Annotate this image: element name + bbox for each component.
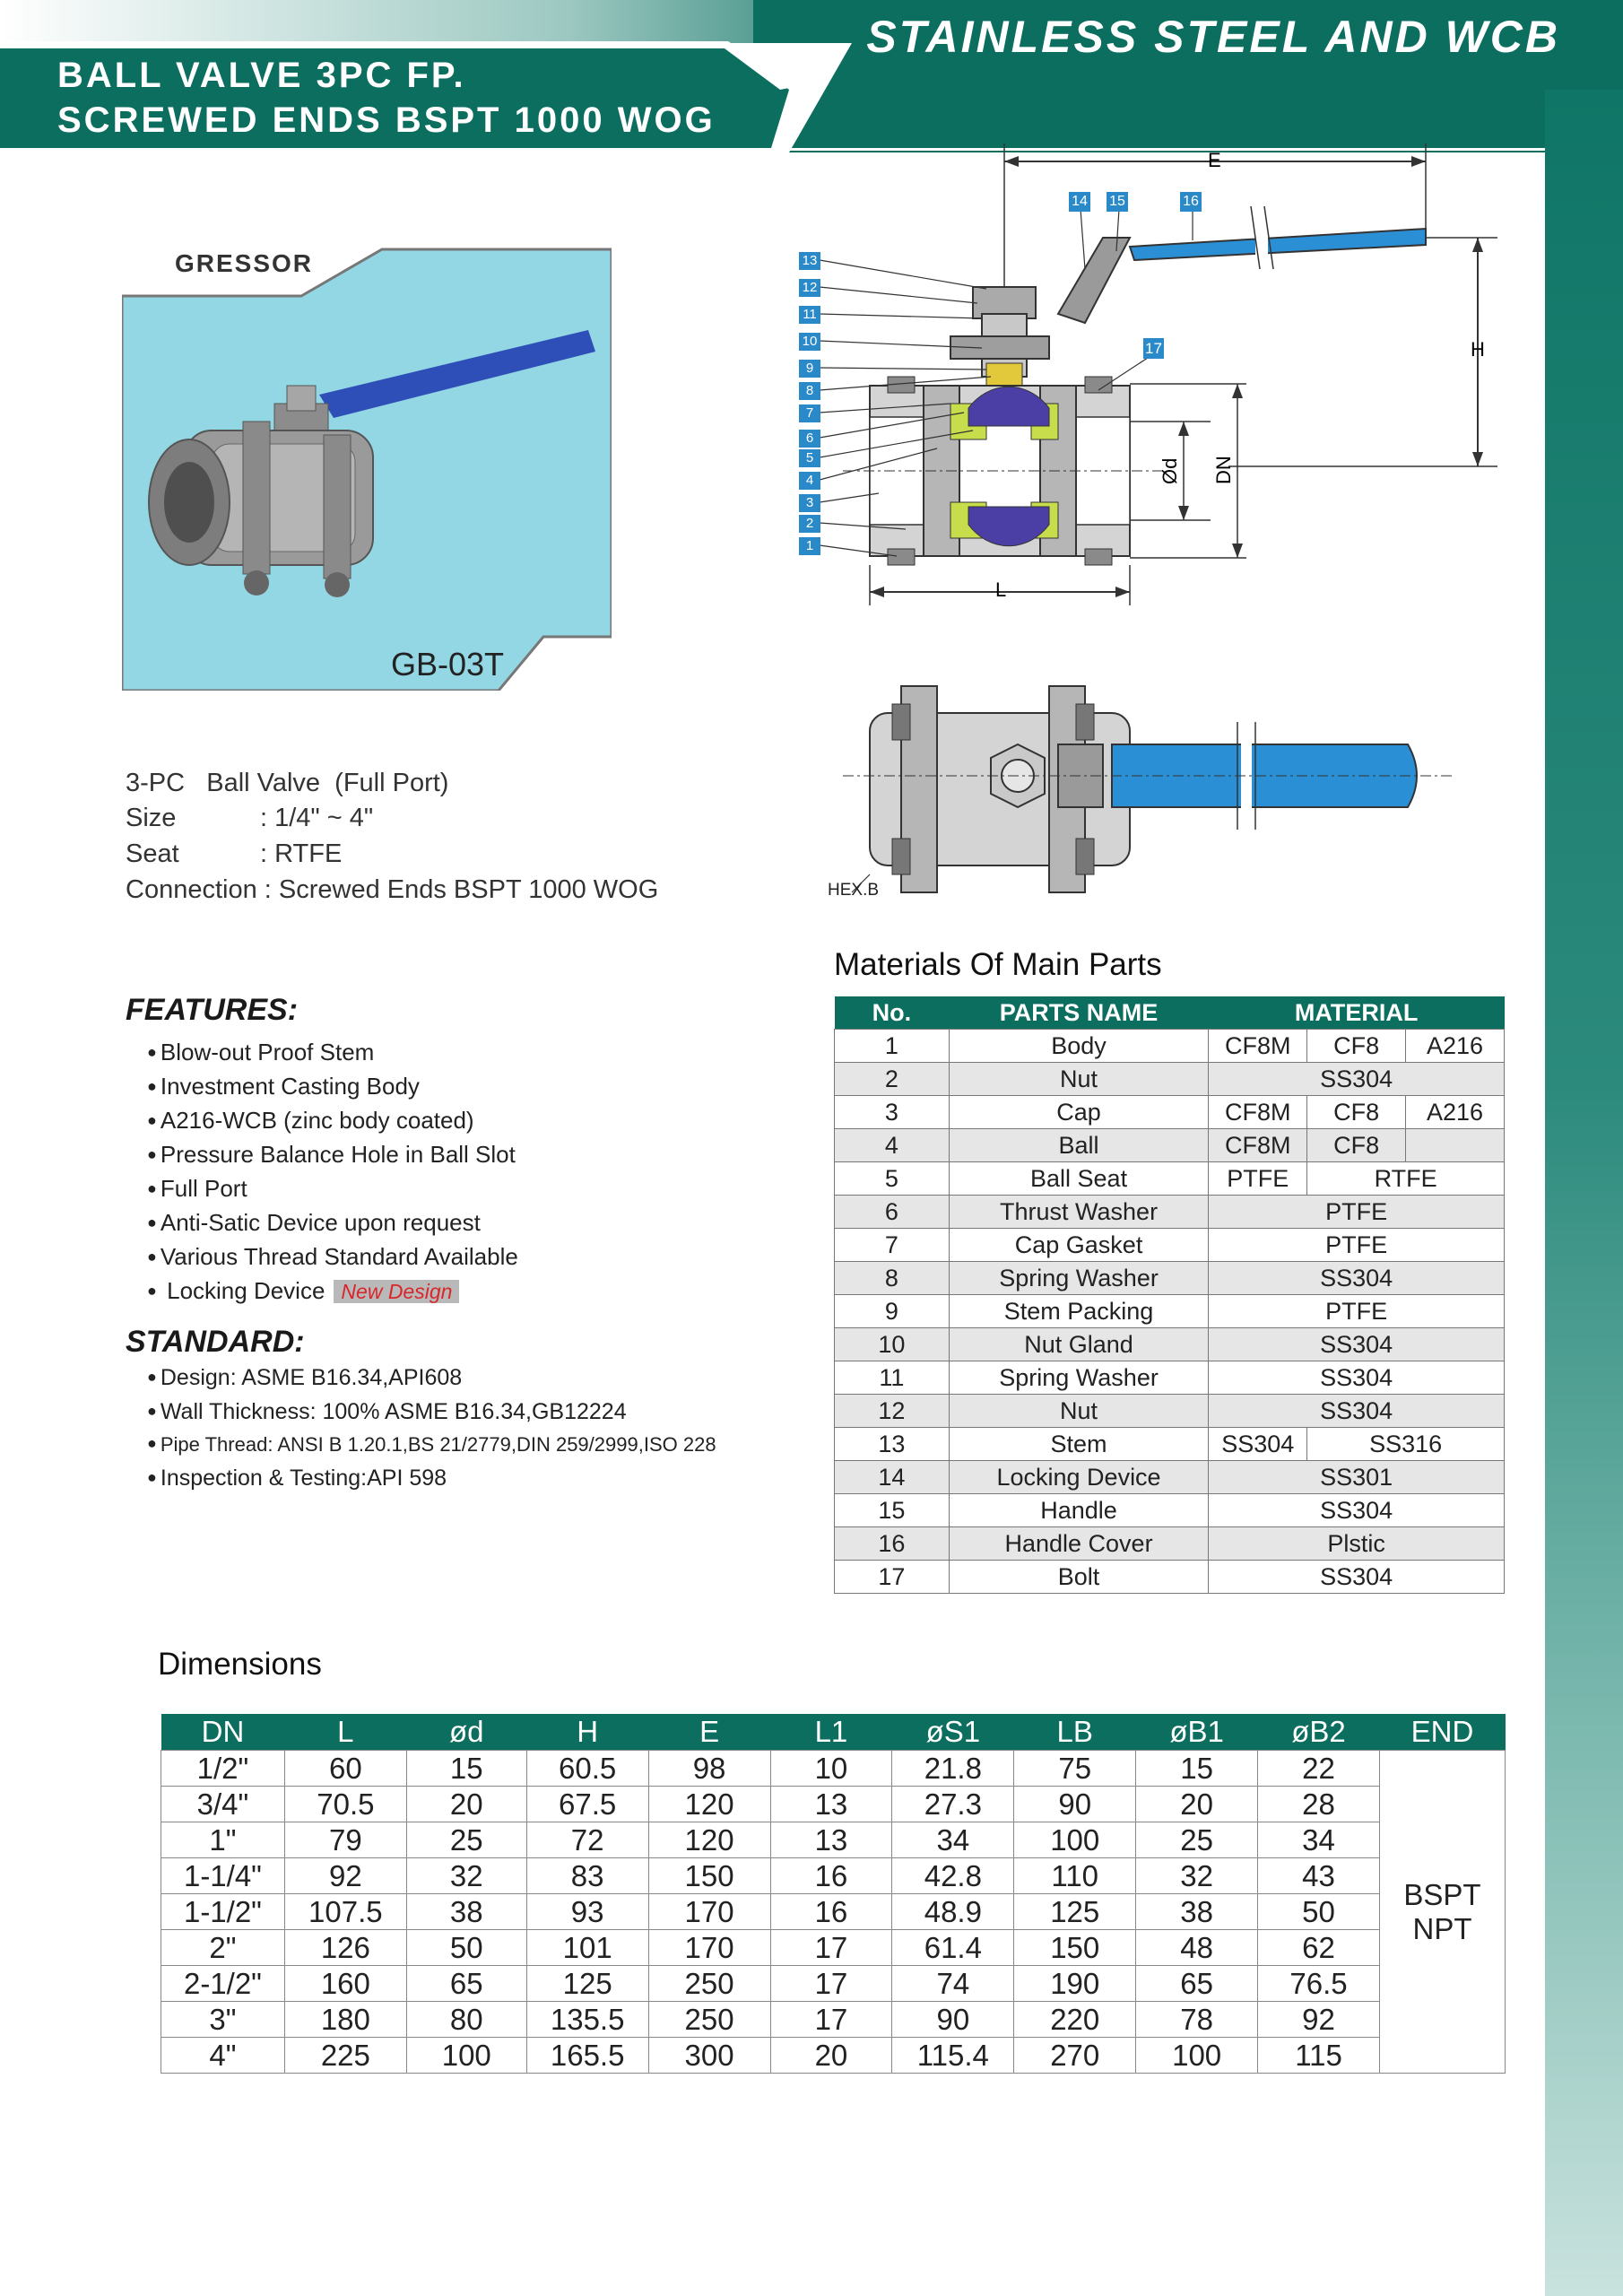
material-cell: PTFE <box>1209 1229 1505 1262</box>
spec-size <box>126 804 373 833</box>
model-label: GB-03T <box>391 646 505 683</box>
dim-cell: 98 <box>648 1751 770 1787</box>
part-number: 11 <box>835 1361 950 1395</box>
dim-cell: 32 <box>1136 1858 1258 1894</box>
dim-cell: 67.5 <box>526 1787 648 1822</box>
feature-item: ● Investment Casting Body <box>147 1073 420 1100</box>
part-name: Handle <box>949 1494 1209 1527</box>
part-number: 15 <box>835 1494 950 1527</box>
dim-dn-label: DN <box>1212 456 1235 484</box>
dim-e-label: E <box>1208 149 1221 171</box>
table-row <box>835 1361 1505 1395</box>
table-row <box>835 1096 1505 1129</box>
dim-cell: 17 <box>770 2002 892 2038</box>
dim-cell: 38 <box>1136 1894 1258 1930</box>
part-name: Stem <box>949 1428 1209 1461</box>
brand-heading: STAINLESS STEEL AND WCB <box>866 12 1560 62</box>
material-cell: A216 <box>1406 1030 1505 1063</box>
table-row <box>835 1494 1505 1527</box>
material-cell: RTFE <box>1307 1162 1505 1196</box>
dimensions-table <box>161 1714 1506 2074</box>
standard-title: STANDARD: <box>126 1325 305 1359</box>
feature-item: ● Pressure Balance Hole in Ball Slot <box>147 1141 516 1169</box>
dim-cell: 1" <box>161 1822 285 1858</box>
table-row <box>835 1063 1505 1096</box>
table-row <box>835 1461 1505 1494</box>
dim-cell: 170 <box>648 1930 770 1966</box>
dim-cell: 17 <box>770 1930 892 1966</box>
part-name: Cap Gasket <box>949 1229 1209 1262</box>
dim-header-cell: DN <box>161 1714 285 1751</box>
callout-4: 4 <box>799 472 820 490</box>
dim-cell: 225 <box>284 2038 406 2074</box>
part-name: Ball Seat <box>949 1162 1209 1196</box>
dim-cell: 10 <box>770 1751 892 1787</box>
brand-logo: GRESSOR <box>175 249 314 277</box>
feature-item: ● Various Thread Standard Available <box>147 1243 518 1271</box>
dim-cell: 90 <box>892 2002 1014 2038</box>
end-type-npt: NPT <box>1412 1911 1472 1945</box>
table-row <box>161 1858 1506 1894</box>
dim-cell: 1/2" <box>161 1751 285 1787</box>
spec-seat <box>126 839 342 869</box>
material-cell: CF8 <box>1307 1129 1406 1162</box>
dim-l-label: L <box>995 578 1007 601</box>
material-cell <box>1406 1129 1505 1162</box>
dim-cell: 250 <box>648 1966 770 2002</box>
part-name: Locking Device <box>949 1461 1209 1494</box>
dim-cell: 21.8 <box>892 1751 1014 1787</box>
spec-connection: Connection : Screwed Ends BSPT 1000 WOG <box>126 875 659 904</box>
dimensions-table-body <box>161 1751 1506 2074</box>
part-number: 10 <box>835 1328 950 1361</box>
standard-item: ● Pipe Thread: ANSI B 1.20.1,BS 21/2779,DIN 259/2999,ISO 228 <box>147 1433 716 1457</box>
table-row <box>835 1030 1505 1063</box>
dim-cell: 27.3 <box>892 1787 1014 1822</box>
part-number: 8 <box>835 1262 950 1295</box>
dim-cell: 28 <box>1258 1787 1380 1822</box>
dim-cell: 13 <box>770 1822 892 1858</box>
dim-header-cell: øB2 <box>1258 1714 1380 1751</box>
dim-cell: 16 <box>770 1894 892 1930</box>
dim-cell: 61.4 <box>892 1930 1014 1966</box>
dim-cell: 38 <box>406 1894 526 1930</box>
dim-cell: 4" <box>161 2038 285 2074</box>
dim-cell: 92 <box>1258 2002 1380 2038</box>
callout-13: 13 <box>799 252 820 270</box>
table-row <box>161 1930 1506 1966</box>
part-name: Spring Washer <box>949 1262 1209 1295</box>
part-name: Spring Washer <box>949 1361 1209 1395</box>
dim-cell: 15 <box>406 1751 526 1787</box>
dim-cell: 15 <box>1136 1751 1258 1787</box>
dim-cell: 65 <box>1136 1966 1258 2002</box>
dim-header-cell: øS1 <box>892 1714 1014 1751</box>
spec-size-value: : 1/4" ~ 4" <box>260 804 374 832</box>
callout-17: 17 <box>1143 338 1164 359</box>
dim-cell: 32 <box>406 1858 526 1894</box>
table-row <box>835 1262 1505 1295</box>
table-row <box>835 1561 1505 1594</box>
table-row <box>161 2002 1506 2038</box>
dim-cell: 50 <box>1258 1894 1380 1930</box>
dim-cell: 150 <box>648 1858 770 1894</box>
dim-cell: 20 <box>406 1787 526 1822</box>
material-cell: SS304 <box>1209 1262 1505 1295</box>
callout-8: 8 <box>799 382 820 400</box>
dim-cell: 75 <box>1014 1751 1136 1787</box>
part-number: 5 <box>835 1162 950 1196</box>
end-type-bspt: BSPT <box>1403 1877 1481 1911</box>
dim-cell: 2" <box>161 1930 285 1966</box>
part-number: 4 <box>835 1129 950 1162</box>
dim-cell: 115 <box>1258 2038 1380 2074</box>
dim-cell: 34 <box>892 1822 1014 1858</box>
dim-cell: 34 <box>1258 1822 1380 1858</box>
dim-header-cell: L <box>284 1714 406 1751</box>
part-number: 17 <box>835 1561 950 1594</box>
dim-cell: 16 <box>770 1858 892 1894</box>
callout-14: 14 <box>1069 192 1090 212</box>
material-cell: SS304 <box>1209 1328 1505 1361</box>
table-row <box>161 1966 1506 2002</box>
end-type-cell <box>1379 1751 1505 2074</box>
dim-cell: 110 <box>1014 1858 1136 1894</box>
dim-cell: 80 <box>406 2002 526 2038</box>
dim-header-cell: øB1 <box>1136 1714 1258 1751</box>
part-number: 12 <box>835 1395 950 1428</box>
hex-b-label: HEX.B <box>828 881 880 900</box>
part-number: 14 <box>835 1461 950 1494</box>
mat-header-parts: PARTS NAME <box>949 996 1209 1030</box>
dim-cell: 3/4" <box>161 1787 285 1822</box>
dim-cell: 48.9 <box>892 1894 1014 1930</box>
page-title-line1: BALL VALVE 3PC FP. <box>57 56 466 95</box>
table-row <box>835 1428 1505 1461</box>
table-row <box>835 1527 1505 1561</box>
table-row <box>161 1787 1506 1822</box>
dim-cell: 62 <box>1258 1930 1380 1966</box>
material-cell: SS316 <box>1307 1428 1505 1461</box>
top-view-diagram <box>843 677 1471 910</box>
dim-cell: 1-1/2" <box>161 1894 285 1930</box>
dim-cell: 120 <box>648 1787 770 1822</box>
callout-9: 9 <box>799 360 820 378</box>
callout-12: 12 <box>799 279 820 297</box>
table-row <box>835 1295 1505 1328</box>
part-number: 2 <box>835 1063 950 1096</box>
dim-cell: 125 <box>1014 1894 1136 1930</box>
dim-cell: 50 <box>406 1930 526 1966</box>
material-cell: PTFE <box>1209 1196 1505 1229</box>
dim-cell: 43 <box>1258 1858 1380 1894</box>
dim-cell: 107.5 <box>284 1894 406 1930</box>
feature-item-locking <box>147 1277 459 1305</box>
callout-3: 3 <box>799 494 820 512</box>
callout-16: 16 <box>1180 192 1202 212</box>
callout-5: 5 <box>799 449 820 467</box>
dim-cell: 115.4 <box>892 2038 1014 2074</box>
material-cell: SS304 <box>1209 1428 1307 1461</box>
material-cell: CF8M <box>1209 1129 1307 1162</box>
spec-seat-key: Seat <box>126 839 179 868</box>
dim-cell: 180 <box>284 2002 406 2038</box>
dim-d-label: Ød <box>1159 457 1181 484</box>
new-design-badge: New Design <box>334 1280 459 1303</box>
material-cell: CF8 <box>1307 1096 1406 1129</box>
part-number: 9 <box>835 1295 950 1328</box>
part-name: Nut <box>949 1395 1209 1428</box>
dim-header-cell: LB <box>1014 1714 1136 1751</box>
material-cell: CF8 <box>1307 1030 1406 1063</box>
material-cell: SS304 <box>1209 1395 1505 1428</box>
table-row <box>161 1822 1506 1858</box>
part-number: 7 <box>835 1229 950 1262</box>
dim-cell: 20 <box>1136 1787 1258 1822</box>
dim-header-cell: H <box>526 1714 648 1751</box>
materials-table-body <box>835 1030 1505 1594</box>
table-row <box>161 1751 1506 1787</box>
table-row <box>161 1894 1506 1930</box>
dim-cell: 220 <box>1014 2002 1136 2038</box>
material-cell: PTFE <box>1209 1162 1307 1196</box>
table-row <box>835 1196 1505 1229</box>
callout-7: 7 <box>799 404 820 422</box>
materials-title: Materials Of Main Parts <box>834 947 1162 982</box>
table-row <box>835 1129 1505 1162</box>
part-name: Nut <box>949 1063 1209 1096</box>
dim-cell: 300 <box>648 2038 770 2074</box>
page-title-line2: SCREWED ENDS BSPT 1000 WOG <box>57 100 716 140</box>
dimensions-header-row <box>161 1714 1506 1751</box>
dim-cell: 160 <box>284 1966 406 2002</box>
callout-11: 11 <box>799 306 820 324</box>
dim-cell: 100 <box>406 2038 526 2074</box>
spec-seat-value: : RTFE <box>260 839 343 868</box>
dim-cell: 100 <box>1136 2038 1258 2074</box>
dim-cell: 250 <box>648 2002 770 2038</box>
dim-cell: 150 <box>1014 1930 1136 1966</box>
dim-cell: 48 <box>1136 1930 1258 1966</box>
table-row <box>835 1328 1505 1361</box>
spec-size-key: Size <box>126 804 177 832</box>
part-number: 1 <box>835 1030 950 1063</box>
dim-cell: 120 <box>648 1822 770 1858</box>
dim-cell: 170 <box>648 1894 770 1930</box>
part-name: Nut Gland <box>949 1328 1209 1361</box>
features-title: FEATURES: <box>126 993 299 1027</box>
dim-cell: 3" <box>161 2002 285 2038</box>
dim-cell: 126 <box>284 1930 406 1966</box>
callout-10: 10 <box>799 333 820 351</box>
part-name: Cap <box>949 1096 1209 1129</box>
dim-cell: 13 <box>770 1787 892 1822</box>
dim-h-label: H <box>1471 338 1485 361</box>
dim-cell: 72 <box>526 1822 648 1858</box>
feature-item: ● Full Port <box>147 1175 247 1203</box>
dim-cell: 101 <box>526 1930 648 1966</box>
dim-cell: 190 <box>1014 1966 1136 2002</box>
callout-top-list <box>1069 192 1203 213</box>
dim-cell: 1-1/4" <box>161 1858 285 1894</box>
materials-table <box>834 996 1505 1594</box>
callout-1: 1 <box>799 537 820 555</box>
dim-cell: 60 <box>284 1751 406 1787</box>
material-cell: SS304 <box>1209 1494 1505 1527</box>
callout-15: 15 <box>1107 192 1128 212</box>
dim-cell: 90 <box>1014 1787 1136 1822</box>
dim-header-cell: L1 <box>770 1714 892 1751</box>
material-cell: CF8M <box>1209 1096 1307 1129</box>
material-cell: Plstic <box>1209 1527 1505 1561</box>
dim-cell: 135.5 <box>526 2002 648 2038</box>
material-cell: A216 <box>1406 1096 1505 1129</box>
dim-cell: 17 <box>770 1966 892 2002</box>
part-number: 13 <box>835 1428 950 1461</box>
dim-cell: 125 <box>526 1966 648 2002</box>
standard-item: ● Inspection & Testing:API 598 <box>147 1465 447 1492</box>
dim-cell: 165.5 <box>526 2038 648 2074</box>
callout-2: 2 <box>799 515 820 533</box>
dim-header-cell: E <box>648 1714 770 1751</box>
dim-cell: 20 <box>770 2038 892 2074</box>
dim-cell: 93 <box>526 1894 648 1930</box>
dim-cell: 74 <box>892 1966 1014 2002</box>
dim-cell: 25 <box>1136 1822 1258 1858</box>
part-number: 3 <box>835 1096 950 1129</box>
dim-cell: 100 <box>1014 1822 1136 1858</box>
dim-cell: 65 <box>406 1966 526 2002</box>
part-name: Ball <box>949 1129 1209 1162</box>
material-cell: CF8M <box>1209 1030 1307 1063</box>
spec-type: 3-PC Ball Valve (Full Port) <box>126 769 449 797</box>
dim-cell: 92 <box>284 1858 406 1894</box>
product-photo <box>122 242 612 691</box>
material-cell: SS304 <box>1209 1361 1505 1395</box>
dimensions-title: Dimensions <box>158 1647 322 1682</box>
mat-header-no: No. <box>835 996 950 1030</box>
side-decor-strip <box>1545 90 1623 2296</box>
standard-item: ● Wall Thickness: 100% ASME B16.34,GB12224 <box>147 1399 627 1425</box>
part-name: Thrust Washer <box>949 1196 1209 1229</box>
material-cell: SS301 <box>1209 1461 1505 1494</box>
feature-item-label: Locking Device <box>167 1277 325 1304</box>
part-name: Stem Packing <box>949 1295 1209 1328</box>
dim-cell: 2-1/2" <box>161 1966 285 2002</box>
dim-cell: 83 <box>526 1858 648 1894</box>
standard-item: ● Design: ASME B16.34,API608 <box>147 1365 462 1391</box>
dim-cell: 79 <box>284 1822 406 1858</box>
part-name: Body <box>949 1030 1209 1063</box>
dim-cell: 60.5 <box>526 1751 648 1787</box>
dim-cell: 42.8 <box>892 1858 1014 1894</box>
feature-item: ● Anti-Satic Device upon request <box>147 1209 481 1237</box>
dim-header-cell: ød <box>406 1714 526 1751</box>
callout-6: 6 <box>799 430 820 448</box>
dim-cell: 25 <box>406 1822 526 1858</box>
dim-cell: 22 <box>1258 1751 1380 1787</box>
dim-header-cell: END <box>1379 1714 1505 1751</box>
mat-header-material: MATERIAL <box>1209 996 1505 1030</box>
part-name: Bolt <box>949 1561 1209 1594</box>
material-cell: SS304 <box>1209 1561 1505 1594</box>
table-row <box>835 1162 1505 1196</box>
part-name: Handle Cover <box>949 1527 1209 1561</box>
dim-cell: 70.5 <box>284 1787 406 1822</box>
table-row <box>835 1395 1505 1428</box>
material-cell: SS304 <box>1209 1063 1505 1096</box>
dim-cell: 76.5 <box>1258 1966 1380 2002</box>
feature-item: ● Blow-out Proof Stem <box>147 1039 374 1066</box>
part-number: 6 <box>835 1196 950 1229</box>
table-row <box>835 1229 1505 1262</box>
dim-cell: 270 <box>1014 2038 1136 2074</box>
dim-cell: 78 <box>1136 2002 1258 2038</box>
table-row <box>161 2038 1506 2074</box>
feature-item: ● A216-WCB (zinc body coated) <box>147 1107 474 1135</box>
material-cell: PTFE <box>1209 1295 1505 1328</box>
part-number: 16 <box>835 1527 950 1561</box>
